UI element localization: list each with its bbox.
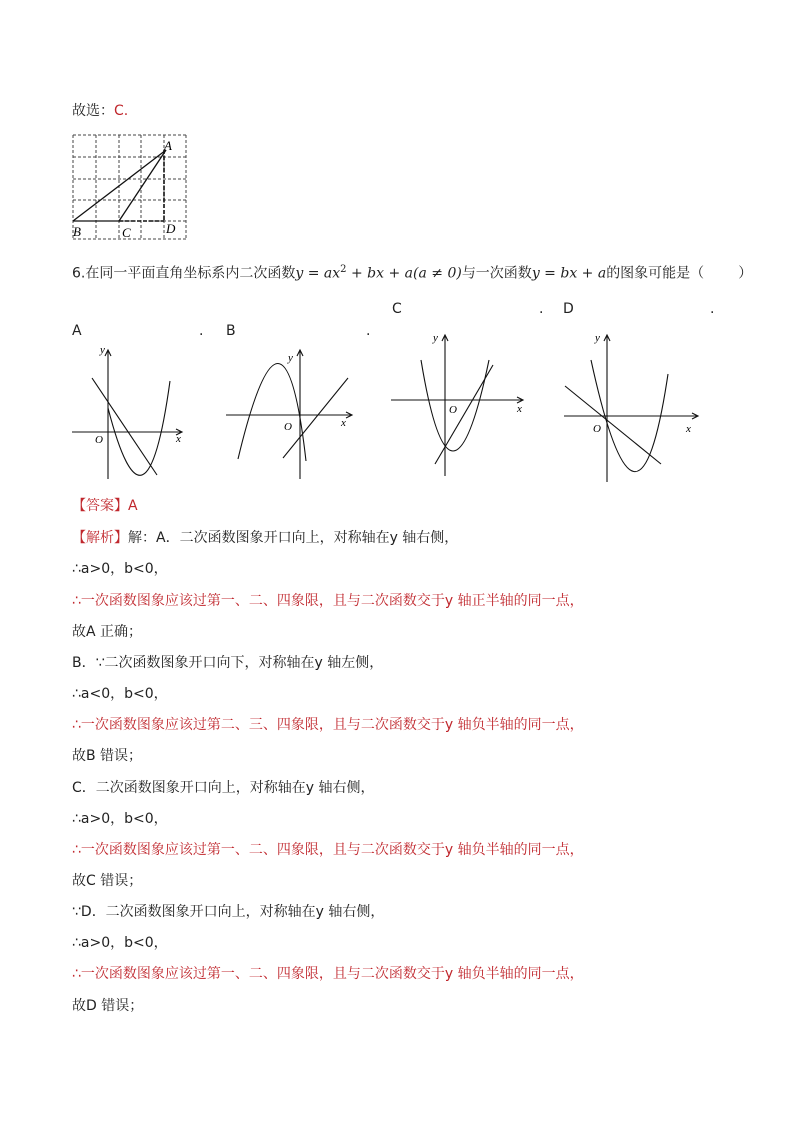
analysis-line: 故D 错误； bbox=[72, 998, 144, 1014]
label-C: C bbox=[122, 225, 131, 240]
x-label: x bbox=[517, 403, 522, 415]
label-B: B bbox=[73, 224, 81, 239]
line bbox=[92, 378, 157, 475]
label-D: D bbox=[166, 221, 176, 236]
option-C-label: C bbox=[392, 301, 402, 317]
analysis-line: ∴一次函数图象应该过第一、二、四象限，且与二次函数交于y 轴负半轴的同一点， bbox=[72, 842, 584, 858]
origin-label: O bbox=[284, 421, 292, 433]
analysis-line: ∴一次函数图象应该过第一、二、四象限，且与二次函数交于y 轴正半轴的同一点， bbox=[72, 593, 584, 609]
option-A-dot: . bbox=[199, 323, 204, 339]
graph-option-B bbox=[222, 343, 362, 483]
analysis-line: ∴a>0，b<0， bbox=[72, 935, 168, 951]
analysis-first-line bbox=[72, 528, 458, 548]
x-label: x bbox=[341, 417, 346, 429]
option-B-label: B bbox=[226, 323, 236, 339]
quadratic-function-tail: + bx + a bbox=[346, 265, 413, 282]
y-label: y bbox=[433, 332, 438, 344]
label-A: A bbox=[164, 138, 172, 153]
question-text-mid: 与一次函数 bbox=[461, 265, 532, 282]
quadratic-condition: (a ≠ 0) bbox=[413, 265, 462, 282]
answer-label: 【答案】 bbox=[72, 498, 128, 514]
origin-label: O bbox=[449, 404, 457, 416]
option-D-dot: . bbox=[710, 301, 715, 317]
analysis-line: ∴一次函数图象应该过第一、二、四象限，且与二次函数交于y 轴负半轴的同一点， bbox=[72, 966, 584, 982]
y-label: y bbox=[595, 332, 600, 344]
question-text-after: 的图象可能是（ bbox=[606, 265, 705, 282]
choice-prefix: 故选： bbox=[72, 103, 114, 119]
analysis-line: ∴a>0，b<0， bbox=[72, 561, 168, 577]
analysis-line: 解：A．二次函数图象开口向上，对称轴在y 轴右侧， bbox=[128, 530, 459, 546]
previous-choice bbox=[72, 101, 128, 121]
analysis-line: ∴a<0，b<0， bbox=[72, 686, 168, 702]
y-label: y bbox=[288, 352, 293, 364]
line bbox=[435, 365, 493, 464]
analysis-line: C．二次函数图象开口向上，对称轴在y 轴右侧， bbox=[72, 780, 375, 796]
origin-label: O bbox=[593, 423, 601, 435]
linear-function: y = bx + a bbox=[531, 265, 607, 282]
answer-line bbox=[72, 496, 138, 516]
graph-option-D bbox=[560, 326, 705, 486]
line bbox=[565, 386, 661, 464]
x-label: x bbox=[686, 423, 691, 435]
grid-triangle-figure bbox=[68, 130, 193, 245]
quadratic-exponent: 2 bbox=[340, 264, 347, 275]
analysis-line: ∴a>0，b<0， bbox=[72, 811, 168, 827]
analysis-line: 故B 错误； bbox=[72, 748, 143, 764]
option-A-label: A bbox=[72, 323, 82, 339]
option-D-label: D bbox=[563, 301, 574, 317]
line bbox=[283, 378, 348, 458]
option-C-dot: . bbox=[539, 301, 544, 317]
analysis-line: B．∵二次函数图象开口向下，对称轴在y 轴左侧， bbox=[72, 655, 384, 671]
analysis-label: 【解析】 bbox=[72, 530, 128, 546]
option-B-dot: . bbox=[366, 323, 371, 339]
graph-option-C bbox=[387, 326, 532, 481]
analysis-line: ∵D．二次函数图象开口向上，对称轴在y 轴右侧， bbox=[72, 904, 385, 920]
analysis-line: ∴一次函数图象应该过第二、三、四象限，且与二次函数交于y 轴负半轴的同一点， bbox=[72, 717, 584, 733]
parabola bbox=[108, 381, 170, 475]
y-label: y bbox=[100, 344, 105, 356]
analysis-line: 故C 错误； bbox=[72, 873, 143, 889]
question-text-before: 在同一平面直角坐标系内二次函数 bbox=[85, 265, 296, 282]
analysis-line: 故A 正确； bbox=[72, 624, 143, 640]
origin-label: O bbox=[95, 434, 103, 446]
question-stem bbox=[72, 260, 752, 284]
question-number: 6. bbox=[72, 265, 86, 282]
quadratic-function: y = ax bbox=[295, 265, 341, 282]
parabola bbox=[238, 363, 306, 461]
answer-paren-close: ） bbox=[738, 265, 753, 282]
x-label: x bbox=[176, 433, 181, 445]
graph-option-A bbox=[68, 343, 198, 483]
answer-value: A bbox=[128, 498, 138, 514]
choice-answer: C. bbox=[114, 103, 129, 119]
